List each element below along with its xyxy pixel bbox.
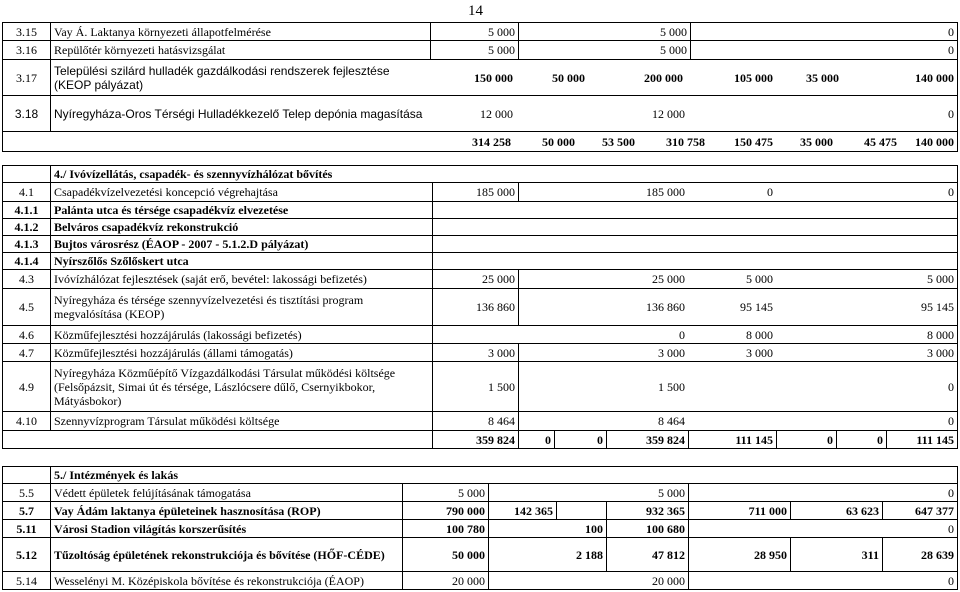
cell-value: 20 000	[402, 572, 488, 589]
table-row	[2, 502, 958, 520]
row-description: Nyíregyháza-Oros Térségi Hulladékkezelő Telep depónia magasítása	[50, 96, 430, 131]
cell-value: 50 000	[552, 70, 585, 85]
cell-value: 47 812	[606, 538, 688, 571]
total-value: 45 475	[864, 134, 897, 149]
table-row	[2, 183, 958, 202]
table-row	[2, 412, 958, 431]
cell-value: 12 000	[480, 106, 513, 121]
page-number: 14	[468, 3, 483, 19]
cell-value: 5 000	[518, 41, 690, 59]
cell-value: 5 000	[488, 484, 688, 501]
cell-value: 5 000	[746, 272, 773, 286]
total-row	[2, 132, 958, 152]
cell-value: 8 464	[432, 412, 518, 430]
cell-value: 200 000	[644, 70, 683, 85]
row-number: 4.5	[2, 289, 50, 325]
cell-value: 185 000	[432, 183, 518, 201]
cell-value: 28 950	[688, 538, 790, 571]
row-number: 4.1.4	[2, 253, 50, 269]
row-number: 4.1.3	[2, 236, 50, 252]
cell-value: 185 000	[518, 183, 688, 201]
total-value: 310 758	[666, 134, 705, 149]
row-number: 4.10	[2, 412, 50, 430]
row-description: Szennyvízprogram Társulat működési költsége	[50, 412, 432, 430]
cell-value: 28 639	[882, 538, 958, 571]
cell-value: 3 000	[518, 344, 688, 361]
cell-value: 50 000	[402, 538, 488, 571]
cell-value: 0	[690, 23, 958, 40]
table-row	[2, 219, 958, 236]
cell-value: 3 000	[776, 344, 958, 361]
cell-value: 5 000	[402, 484, 488, 501]
row-description: Ivóvízhálózat fejlesztések (saját erő, bevétel: lakossági befizetés)	[50, 270, 432, 288]
cell-value: 8 000	[776, 326, 958, 343]
empty-cell	[432, 219, 958, 235]
cell-value: 8 464	[518, 412, 688, 430]
row-number: 4.1.2	[2, 219, 50, 235]
table-row	[2, 344, 958, 362]
cell-value: 142 365	[488, 502, 556, 519]
cell-value: 0	[776, 183, 958, 201]
row-description: Települési szilárd hulladék gazdálkodási rendszerek fejlesztése (KEOP pályázat)	[50, 60, 430, 95]
cell-value: 95 145	[740, 300, 773, 314]
total-value: 314 258	[472, 134, 511, 149]
total-value: 359 824	[606, 431, 688, 448]
total-value: 0	[776, 431, 836, 448]
cell-value: 311	[790, 538, 882, 571]
total-value: 111 145	[886, 431, 958, 448]
cell-value: 100 680	[606, 520, 688, 537]
table-row	[2, 22, 958, 41]
row-number: 5.7	[2, 502, 50, 519]
table-row	[2, 270, 958, 289]
cell-value: 12 000	[652, 106, 685, 121]
row-description: Wesselényi M. Középiskola bővítése és rekonstrukciója (ÉAOP)	[50, 572, 402, 589]
total-value: 359 824	[432, 431, 518, 448]
cell-value: 0	[688, 520, 958, 537]
row-number: 3.16	[2, 41, 50, 59]
cell-value: 20 000	[488, 572, 688, 589]
row-number: 4.1.1	[2, 202, 50, 218]
row-number: 4.9	[2, 362, 50, 411]
cell-value: 790 000	[402, 502, 488, 519]
cell-value: 0	[688, 96, 958, 131]
cell-value: 150 000	[474, 70, 513, 85]
cell-value: 136 860	[518, 289, 688, 325]
empty-cell	[432, 202, 958, 218]
table-row	[2, 362, 958, 412]
total-value: 140 000	[900, 132, 958, 151]
row-number: 4.7	[2, 344, 50, 361]
cell-value: 2 188	[488, 538, 606, 571]
section-heading: 4./ Ivóvízellátás, csapadék- és szennyvízhálózat bővítés	[50, 166, 958, 182]
cell-value: 0	[688, 362, 958, 411]
table-row	[2, 326, 958, 344]
row-description: Városi Stadion világítás korszerűsítés	[50, 520, 402, 537]
total-value: 53 500	[602, 134, 635, 149]
total-value: 35 000	[800, 134, 833, 149]
cell-value: 35 000	[806, 70, 839, 85]
cell-value: 5 000	[430, 23, 518, 40]
section-heading-row	[2, 165, 958, 183]
total-row	[2, 431, 958, 449]
cell-value: 140 000	[842, 60, 958, 95]
row-number: 5.5	[2, 484, 50, 501]
cell-value: 5 000	[518, 23, 690, 40]
cell-value: 1 500	[518, 362, 688, 411]
row-description: Vay Ádám laktanya épületeinek hasznosítása (ROP)	[50, 502, 402, 519]
cell-value: 0	[690, 41, 958, 59]
cell-value: 63 623	[790, 502, 882, 519]
total-value: 0	[554, 431, 606, 448]
row-description: Nyíregyháza és térsége szennyvízelvezetési és tisztítási program megvalósítása (KEOP)	[50, 289, 432, 325]
row-description: Vay Á. Laktanya környezeti állapotfelmérése	[50, 23, 430, 40]
empty-cell	[2, 467, 50, 483]
row-description: Védett épületek felújításának támogatása	[50, 484, 402, 501]
cell-value: 8 000	[746, 327, 773, 342]
total-value: 111 145	[688, 431, 776, 448]
cell-value: 1 500	[432, 362, 518, 411]
cell-value: 3 000	[432, 344, 518, 361]
table-row	[2, 60, 958, 96]
table-row	[2, 289, 958, 326]
table-row	[2, 253, 958, 270]
empty-cell	[2, 132, 430, 151]
cell-value: 0	[767, 185, 773, 199]
row-number: 3.17	[2, 60, 50, 95]
cell-value: 0	[688, 572, 958, 589]
table-row	[2, 236, 958, 253]
row-description: Nyírszőlős Szőlőskert utca	[50, 253, 432, 269]
cell-value: 0	[688, 484, 958, 501]
row-number: 4.1	[2, 183, 50, 201]
cell-value: 0	[688, 412, 958, 430]
row-number: 5.12	[2, 538, 50, 571]
row-description: Palánta utca és térsége csapadékvíz elvezetése	[50, 202, 432, 218]
row-number: 3.15	[2, 23, 50, 40]
row-description: Belváros csapadékvíz rekonstrukció	[50, 219, 432, 235]
empty-cell	[432, 253, 958, 269]
cell-value: 25 000	[518, 270, 688, 288]
empty-cell	[2, 166, 50, 182]
total-value: 150 475	[734, 134, 773, 149]
row-description: Közműfejlesztési hozzájárulás (állami támogatás)	[50, 344, 432, 361]
row-number: 4.3	[2, 270, 50, 288]
row-description: Csapadékvízelvezetési koncepció végrehajtása	[50, 183, 432, 201]
row-number: 5.11	[2, 520, 50, 537]
total-value: 50 000	[542, 134, 575, 149]
cell-value: 105 000	[734, 70, 773, 85]
row-number: 5.14	[2, 572, 50, 589]
cell-value: 3 000	[746, 345, 773, 360]
cell-value: 100	[488, 520, 606, 537]
row-number: 4.6	[2, 326, 50, 343]
empty-cell	[432, 236, 958, 252]
row-number: 3.18	[2, 96, 50, 131]
section-heading: 5./ Intézmények és lakás	[50, 467, 958, 483]
empty-cell	[2, 431, 432, 448]
cell-value: 136 860	[432, 289, 518, 325]
section-heading-row	[2, 466, 958, 484]
row-description: Nyíregyháza Közműépítő Vízgazdálkodási Társulat működési költsége (Felsőpázsit, Simai út és térsége, Lászlócsere dűlő, Csernyikbokor, Mátyásbokor)	[50, 362, 432, 411]
table-row	[2, 96, 958, 132]
empty-cell	[556, 502, 606, 519]
total-value: 0	[518, 431, 554, 448]
row-description: Repülőtér környezeti hatásvizsgálat	[50, 41, 430, 59]
table-row	[2, 484, 958, 502]
cell-value: 5 000	[430, 41, 518, 59]
cell-value: 932 365	[606, 502, 688, 519]
cell-value: 25 000	[432, 270, 518, 288]
table-row	[2, 572, 958, 590]
cell-value: 100 780	[402, 520, 488, 537]
cell-value: 711 000	[688, 502, 790, 519]
cell-value: 95 145	[776, 289, 958, 325]
table-row	[2, 41, 958, 60]
row-description: Közműfejlesztési hozzájárulás (lakossági befizetés)	[50, 326, 432, 343]
cell-value: 0	[432, 326, 688, 343]
table-row	[2, 538, 958, 572]
total-value: 0	[836, 431, 886, 448]
cell-value: 5 000	[776, 270, 958, 288]
cell-value: 647 377	[882, 502, 958, 519]
table-row	[2, 202, 958, 219]
row-description: Bujtos városrész (ÉAOP - 2007 - 5.1.2.D pályázat)	[50, 236, 432, 252]
row-description: Tűzoltóság épületének rekonstrukciója és bővítése (HŐF-CÉDE)	[50, 538, 402, 571]
table-row	[2, 520, 958, 538]
